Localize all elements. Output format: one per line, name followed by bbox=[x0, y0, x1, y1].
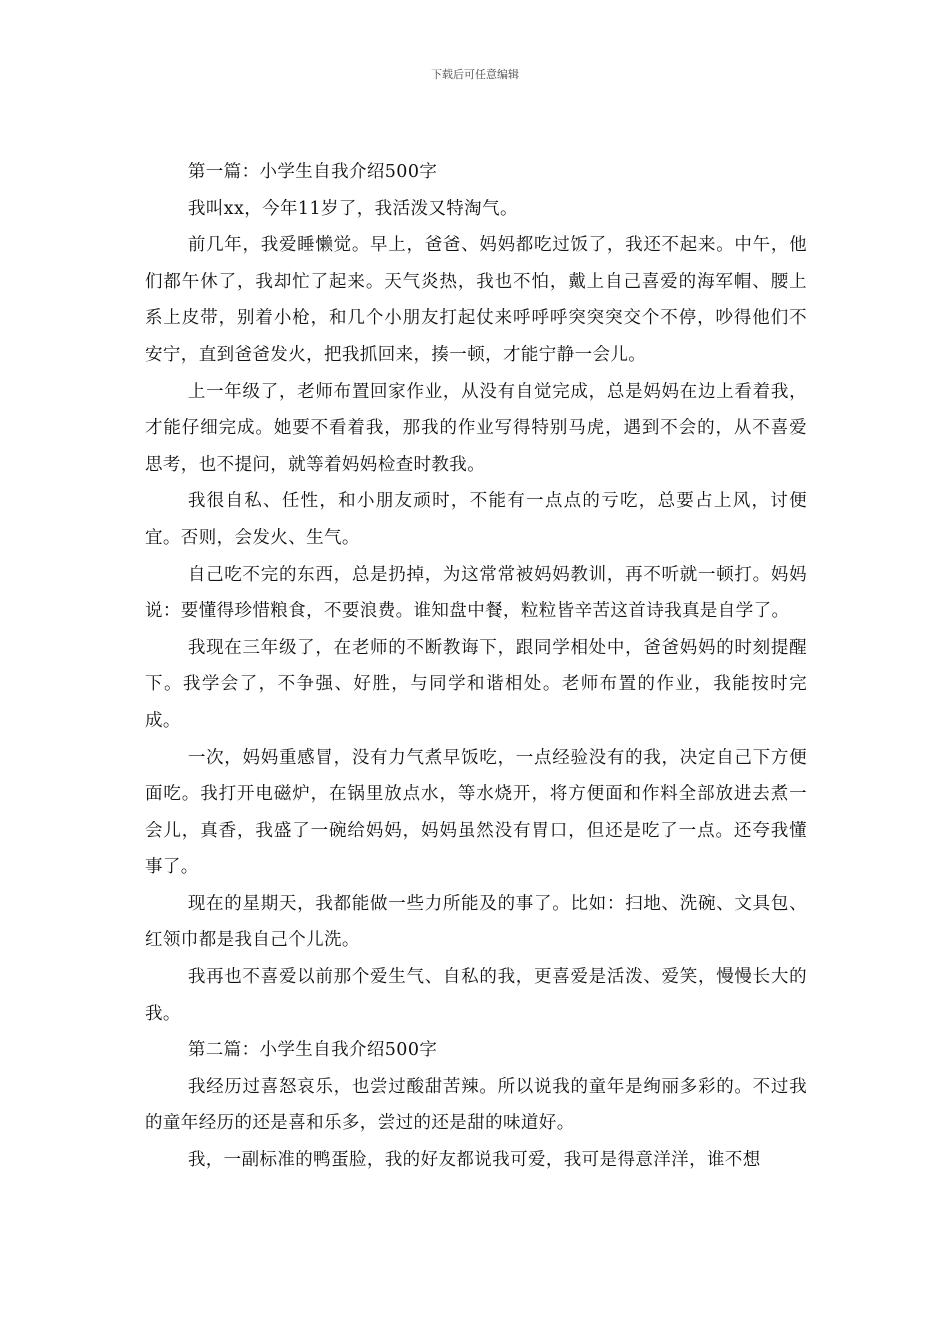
article-1-title: 第一篇：小学生自我介绍500字 bbox=[187, 162, 438, 182]
paragraph: 我，一副标准的鸭蛋脸，我的好友都说我可爱，我可是得意洋洋，谁不想 bbox=[187, 1150, 761, 1171]
paragraph: 我现在三年级了，在老师的不断教诲下，跟同学相处中，爸爸妈妈的时刻提醒下。我学会了，不争强、好胜，与同学和谐相处。老师布置的作业，我能按时完成。 bbox=[145, 637, 807, 731]
paragraph: 自己吃不完的东西，总是扔掉，为这常常被妈妈教训，再不听就一顿打。妈妈说：要懂得珍惜粮食，不要浪费。谁知盘中餐，粒粒皆辛苦这首诗我真是自学了。 bbox=[145, 564, 807, 622]
paragraph: 我经历过喜怒哀乐，也尝过酸甜苦辣。所以说我的童年是绚丽多彩的。不过我的童年经历的还是喜和乐多，尝过的还是甜的味道好。 bbox=[145, 1076, 807, 1134]
paragraph: 前几年，我爱睡懒觉。早上，爸爸、妈妈都吃过饭了，我还不起来。中午，他们都午休了，我却忙了起来。天气炎热，我也不怕，戴上自己喜爱的海军帽、腰上系上皮带，别着小枪，和几个小朋友打起仗来呼呼呼突突突交个不停，吵得他们不安宁，直到爸爸发火，把我抓回来，揍一顿，才能宁静一会儿。 bbox=[145, 235, 807, 365]
paragraph: 现在的星期天，我都能做一些力所能及的事了。比如：扫地、洗碗、文具包、红领巾都是我自己个儿洗。 bbox=[145, 893, 807, 951]
paragraph: 上一年级了，老师布置回家作业，从没有自觉完成，总是妈妈在边上看着我，才能仔细完成。她要不看着我，那我的作业写得特别马虎，遇到不会的，从不喜爱思考，也不提问，就等着妈妈检查时教我。 bbox=[145, 381, 807, 475]
paragraph: 我再也不喜爱以前那个爱生气、自私的我，更喜爱是活泼、爱笑，慢慢长大的我。 bbox=[145, 967, 807, 1024]
paragraph: 一次，妈妈重感冒，没有力气煮早饭吃，一点经验没有的我，决定自己下方便面吃。我打开电磁炉，在锅里放点水，等水烧开，将方便面和作料全部放进去煮一会儿，真香，我盛了一碗给妈妈，妈妈虽然没有胃口，但还是吃了一点。还夸我懂事了。 bbox=[145, 747, 807, 878]
article-2-title: 第二篇：小学生自我介绍500字 bbox=[187, 1040, 438, 1061]
paragraph: 我很自私、任性，和小朋友顽时，不能有一点点的亏吃，总要占上风，讨便宜。否则，会发火、生气。 bbox=[145, 491, 807, 548]
document-body bbox=[145, 154, 807, 1179]
page-header-caption: 下载后可任意编辑 bbox=[431, 68, 519, 81]
paragraph: 我叫xx，今年11岁了，我活泼又特淘气。 bbox=[187, 198, 518, 219]
